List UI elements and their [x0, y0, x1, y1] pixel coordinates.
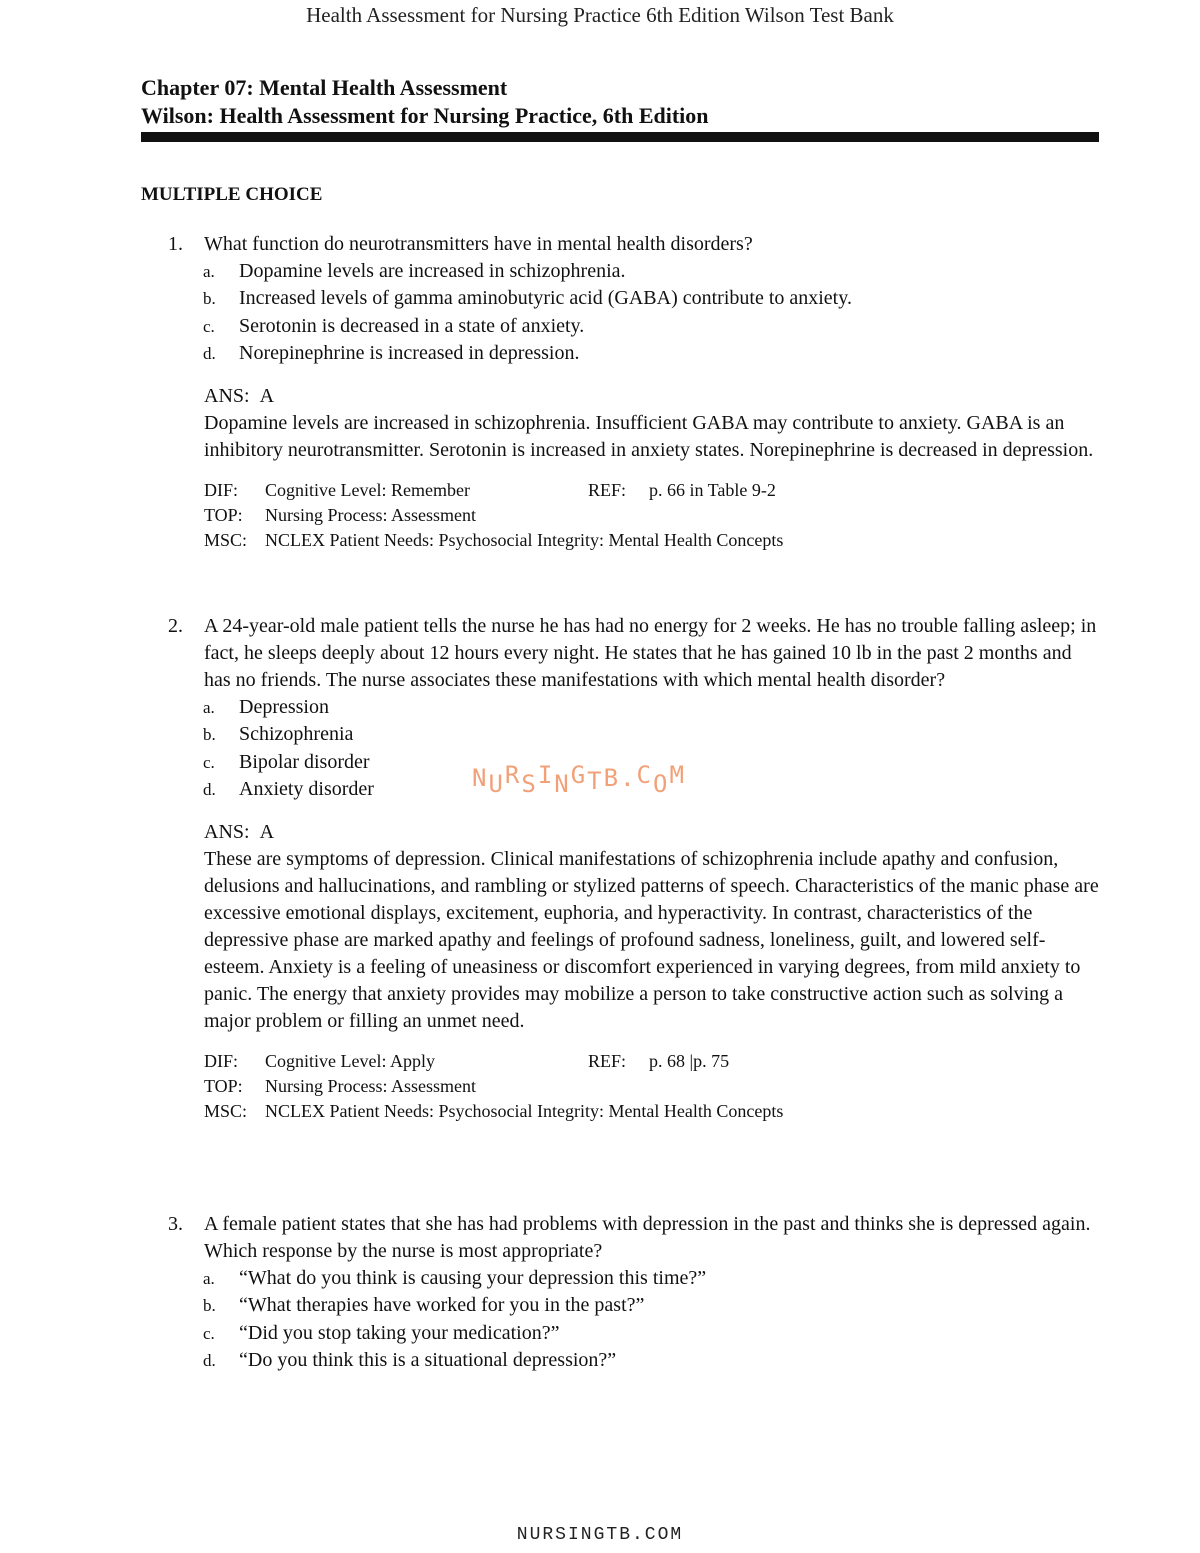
choice-letter: b. [203, 725, 216, 745]
question-number: 1. [168, 233, 183, 255]
question-stem: A female patient states that she has had problems with depression in the past and thinks she is depressed again. Which response by the nurse is most appropriate? [204, 1213, 1091, 1262]
msc-label: MSC: [204, 530, 248, 551]
ref-label: REF: [588, 1051, 627, 1072]
watermark-letter: R [504, 761, 522, 789]
answer-line [204, 819, 1099, 846]
answer-value: A [259, 385, 275, 408]
title-rule [141, 132, 1099, 142]
watermark-letter: I [537, 761, 555, 789]
watermark-letter: G [570, 761, 588, 789]
ref-value: p. 66 in Table 9-2 [649, 480, 776, 501]
top-label: TOP: [204, 505, 243, 526]
dif-label: DIF: [204, 480, 239, 501]
choice-text: “What therapies have worked for you in the past?” [239, 1294, 645, 1317]
question-number: 2. [168, 615, 183, 637]
dif-value: Cognitive Level: Remember [265, 480, 470, 501]
choice-text: “Do you think this is a situational depression?” [239, 1348, 617, 1371]
watermark-letter: T [587, 767, 604, 795]
choice-c [0, 1320, 1200, 1347]
rationale: These are symptoms of depression. Clinical manifestations of schizophrenia include apathy and confusion, delusions and hallucinations, and rambling or stylized patterns of speech. Characteristics of the manic phase are excessive emotional displays, excitement, euphoria, and hyperactivity. In contrast, characteristics of the depressive phase are marked apathy and feelings of profound sadness, loneliness, guilt, and lowered self-esteem. Anxiety is a feeling of uneasiness or discomfort experienced in varying degrees, from mild anxiety to panic. The energy that anxiety provides may mobilize a person to take constructive action such as solving a major problem or filling an unmet need. [204, 848, 1099, 1033]
choice-text: Anxiety disorder [239, 777, 374, 800]
section-heading: MULTIPLE CHOICE [141, 184, 323, 205]
watermark-letter: U [488, 770, 505, 798]
watermark-letter: M [669, 761, 686, 789]
choice-a [0, 694, 1200, 721]
choice-text: Schizophrenia [239, 723, 354, 746]
book-title: Wilson: Health Assessment for Nursing Practice, 6th Edition [141, 103, 709, 128]
ref-label: REF: [588, 480, 627, 501]
watermark-letter: S [521, 770, 538, 798]
choice-letter: a. [203, 698, 215, 717]
question-metadata [204, 1049, 1200, 1124]
choice-letter: d. [203, 779, 216, 799]
msc-label: MSC: [204, 1101, 248, 1122]
answer-value: A [259, 821, 275, 844]
choice-list [0, 1265, 1200, 1374]
watermark-letter: C [636, 761, 653, 789]
choice-b [0, 721, 1200, 748]
watermark-letter: B [603, 764, 621, 792]
choice-list [0, 258, 1200, 367]
choice-d [0, 1347, 1200, 1374]
answer-label: ANS: [204, 385, 250, 408]
choice-text: Serotonin is decreased in a state of anxiety. [239, 314, 585, 337]
choice-letter: d. [203, 1350, 216, 1370]
choice-text: Depression [239, 696, 329, 718]
choice-text: Bipolar disorder [239, 750, 370, 773]
running-header: Health Assessment for Nursing Practice 6th Edition Wilson Test Bank [306, 3, 894, 27]
watermark-letter: . [620, 764, 637, 792]
choice-text: “What do you think is causing your depression this time?” [239, 1267, 707, 1289]
question-metadata [204, 478, 1200, 553]
watermark-letter: N [554, 770, 571, 798]
answer-label: ANS: [204, 821, 250, 844]
watermark [472, 761, 686, 798]
choice-text: Dopamine levels are increased in schizophrenia. [239, 260, 626, 282]
ref-value: p. 68 |p. 75 [649, 1051, 730, 1072]
choice-letter: c. [203, 1323, 215, 1343]
choice-letter: b. [203, 1296, 216, 1316]
dif-value: Cognitive Level: Apply [265, 1051, 435, 1072]
watermark-letter: N [472, 764, 489, 792]
question-number: 3. [168, 1213, 183, 1235]
choice-text: “Did you stop taking your medication?” [239, 1321, 560, 1344]
top-label: TOP: [204, 1076, 243, 1097]
msc-value: NCLEX Patient Needs: Psychosocial Integrity: Mental Health Concepts [265, 1101, 784, 1122]
choice-b [0, 285, 1200, 312]
choice-d [0, 340, 1200, 367]
choice-letter: c. [203, 752, 215, 772]
watermark-letter: O [652, 770, 670, 798]
question-stem: A 24-year-old male patient tells the nurse he has had no energy for 2 weeks. He has no trouble falling asleep; in fact, he sleeps deeply about 12 hours every night. He states that he has gained 10 lb in the past 2 months and has no friends. The nurse associates these manifestations with which mental health disorder? [204, 615, 1097, 691]
choice-letter: c. [203, 316, 215, 336]
choice-letter: a. [203, 1269, 215, 1288]
page-footer: NURSINGTB.COM [516, 1525, 684, 1545]
top-value: Nursing Process: Assessment [265, 1076, 476, 1097]
choice-letter: b. [203, 289, 216, 309]
choice-letter: a. [203, 262, 215, 281]
rationale: Dopamine levels are increased in schizophrenia. Insufficient GABA may contribute to anxiety. GABA is an inhibitory neurotransmitter. Serotonin is increased in anxiety states. Norepinephrine is decreased in depression. [204, 412, 1094, 462]
choice-b [0, 1292, 1200, 1319]
dif-label: DIF: [204, 1051, 239, 1072]
choice-text: Increased levels of gamma aminobutyric acid (GABA) contribute to anxiety. [239, 287, 852, 310]
chapter-title: Chapter 07: Mental Health Assessment [141, 75, 508, 100]
choice-text: Norepinephrine is increased in depression. [239, 341, 580, 364]
choice-c [0, 313, 1200, 340]
chapter-title-block [141, 74, 1099, 142]
choice-letter: d. [203, 343, 216, 363]
question-stem: What function do neurotransmitters have in mental health disorders? [204, 233, 753, 255]
choice-a [0, 1265, 1200, 1292]
top-value: Nursing Process: Assessment [265, 505, 476, 526]
question-1 [0, 231, 1200, 553]
question-3 [0, 1211, 1200, 1374]
msc-value: NCLEX Patient Needs: Psychosocial Integrity: Mental Health Concepts [265, 530, 784, 551]
question-2 [0, 613, 1200, 1124]
choice-a [0, 258, 1200, 285]
answer-line [204, 383, 1099, 410]
